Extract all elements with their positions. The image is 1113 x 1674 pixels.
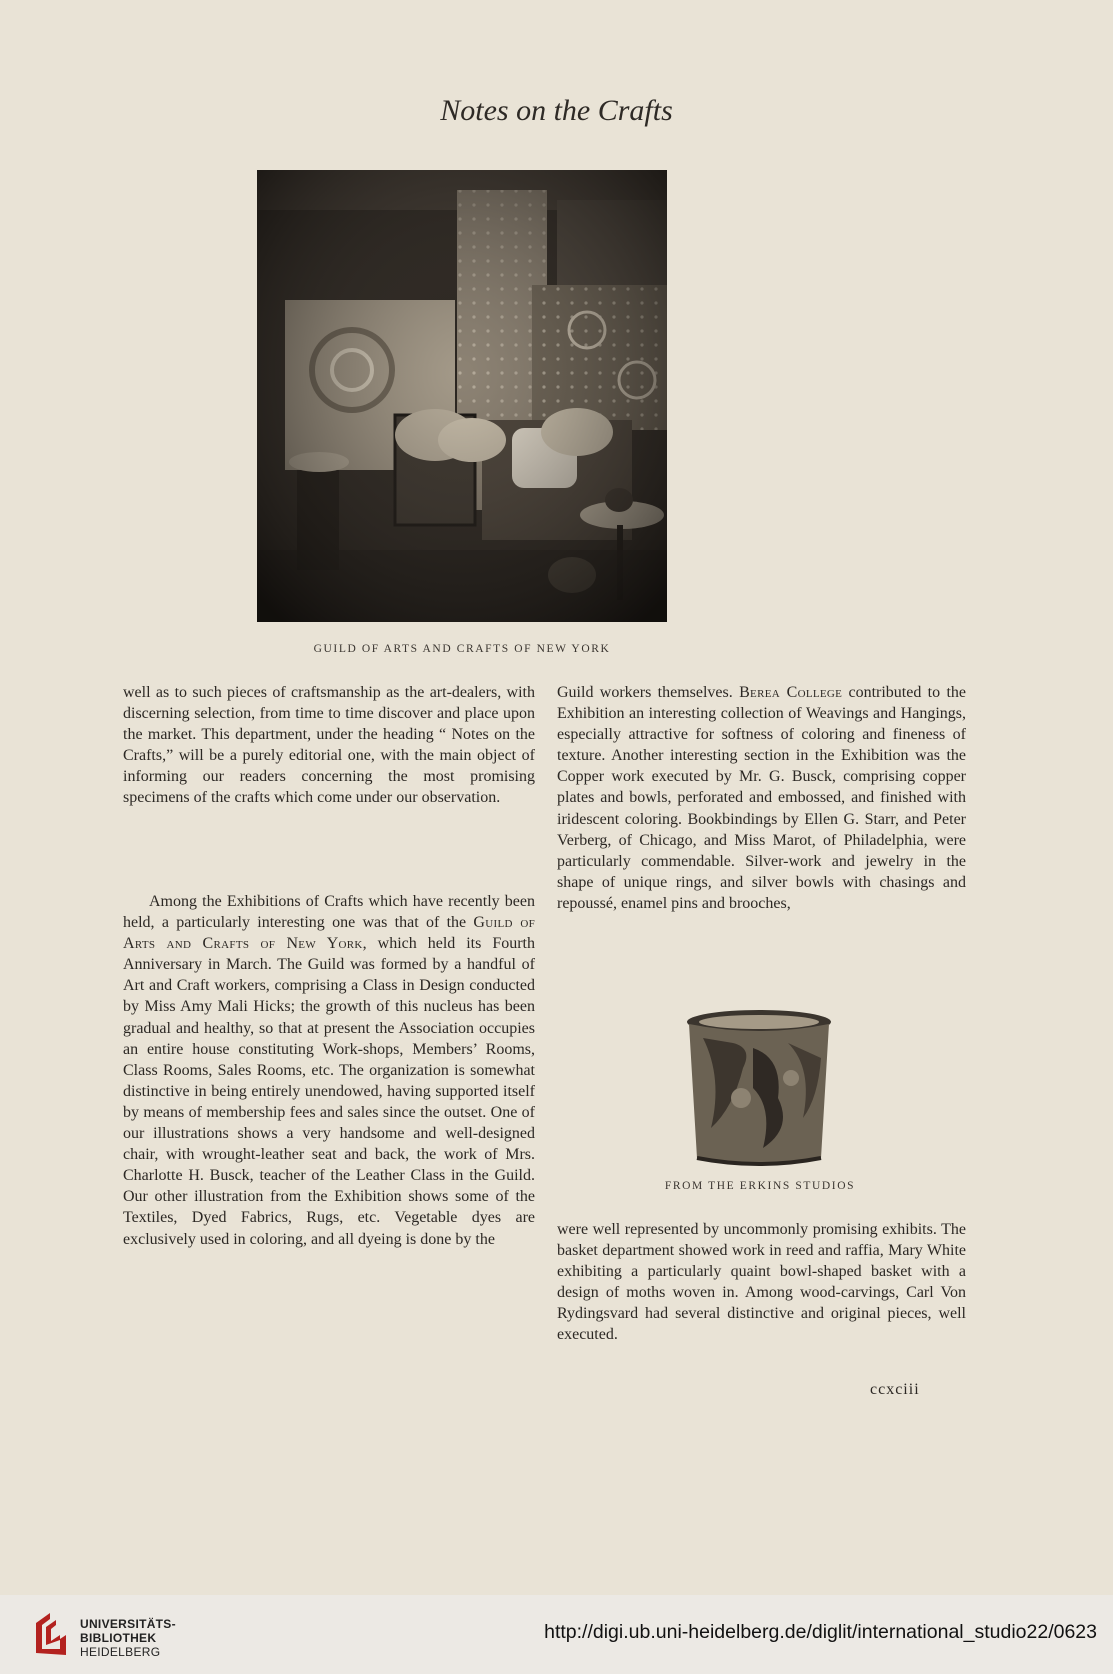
library-name-line-3: HEIDELBERG — [80, 1645, 161, 1659]
erkins-vase-photograph — [683, 1008, 835, 1168]
running-header: Notes on the Crafts — [440, 94, 673, 127]
left-paragraph-2-rest: , which held its Fourth Anniversary in March. The Guild was formed by a handful of Art and Craft workers, comprising a Class in Design conducted by Miss Amy Mali Hicks; the growth of this nucleus has been gradual and healthy, so that at present the Association occupies an entire house constituting Work-shops, Members’ Rooms, Class Rooms, Sales Rooms, etc. The organization is somewhat distinctive in being entirely unendowed, having supported itself by means of membership fees and sales since the outset. One of our illustrations shows a very handsome and well-designed chair, with wrought-leather seat and back, the work of Mrs. Charlotte H. Busck, teacher of the Leather Class in the Guild. Our other illustration from the Exhibition shows some of the Textiles, Dyed Fabrics, Rugs, etc. Vegetable dyes are exclusively used in coloring, and all dyeing is done by the — [123, 935, 535, 1248]
guild-room-illustration — [257, 170, 667, 622]
library-name-line-1: UNIVERSITÄTS- — [80, 1617, 176, 1631]
source-url-link[interactable]: http://digi.ub.uni-heidelberg.de/diglit/international_studio22/0623 — [544, 1621, 1097, 1643]
right-column-paragraph-2 — [557, 1219, 966, 1346]
left-column-paragraph-1 — [123, 682, 535, 809]
right-paragraph-2-text: were well represented by uncommonly promising exhibits. The basket department showed work in reed and raffia, Mary White exhibiting a particularly quaint bowl-shaped basket with a design of moths woven in. Among wood-carvings, Carl Von Rydingsvard had several distinctive and original pieces, well executed. — [557, 1221, 966, 1344]
library-name-line-2: BIBLIOTHEK — [80, 1631, 157, 1645]
left-column-paragraph-2 — [123, 891, 535, 1250]
page-number: ccxciii — [870, 1381, 920, 1398]
guild-room-photograph — [257, 170, 667, 622]
right-column-paragraph-1 — [557, 682, 966, 914]
left-paragraph-1-text: well as to such pieces of craftsmanship as the art-dealers, with discerning selection, from time to time discover and place upon the market. This department, under the heading “ Notes on the Crafts,” will be a purely editorial one, with the main object of informing our readers concerning the most promising specimens of the crafts which come under our observation. — [123, 684, 535, 807]
berea-college-small-caps: Berea College — [739, 684, 843, 701]
left-paragraph-2-text — [123, 891, 535, 1250]
secondary-figure-caption: FROM THE ERKINS STUDIOS — [664, 1180, 856, 1192]
guild-name-small-caps: Guild of Arts and Crafts of New York — [123, 914, 536, 953]
left-paragraph-2-start: Among the Exhibitions of Crafts which have recently been held, a particularly interesting one was that of the — [123, 893, 535, 932]
library-footer-bar — [0, 1595, 1113, 1674]
right-paragraph-1-start: Guild workers themselves. — [557, 684, 740, 701]
library-logo-icon — [30, 1609, 72, 1659]
right-paragraph-1-rest: contributed to the Exhibition an interesting collection of Weavings and Hangings, especially attractive for softness of coloring and fineness of texture. Another interesting section in the Exhibition was the Copper work executed by Mr. G. Busck, comprising copper plates and bowls, perforated and embossed, and finished with iridescent coloring. Bookbindings by Ellen G. Starr, and Peter Verberg, of Chicago, and Miss Marot, of Philadelphia, were particularly commendable. Silver-work and jewelry in the shape of unique rings, and silver bowls with chasings and repoussé, enamel pins and brooches, — [557, 684, 966, 912]
right-paragraph-1-text — [557, 682, 966, 914]
carved-vase-illustration — [683, 1008, 835, 1168]
main-figure-caption: GUILD OF ARTS AND CRAFTS OF NEW YORK — [313, 643, 611, 655]
